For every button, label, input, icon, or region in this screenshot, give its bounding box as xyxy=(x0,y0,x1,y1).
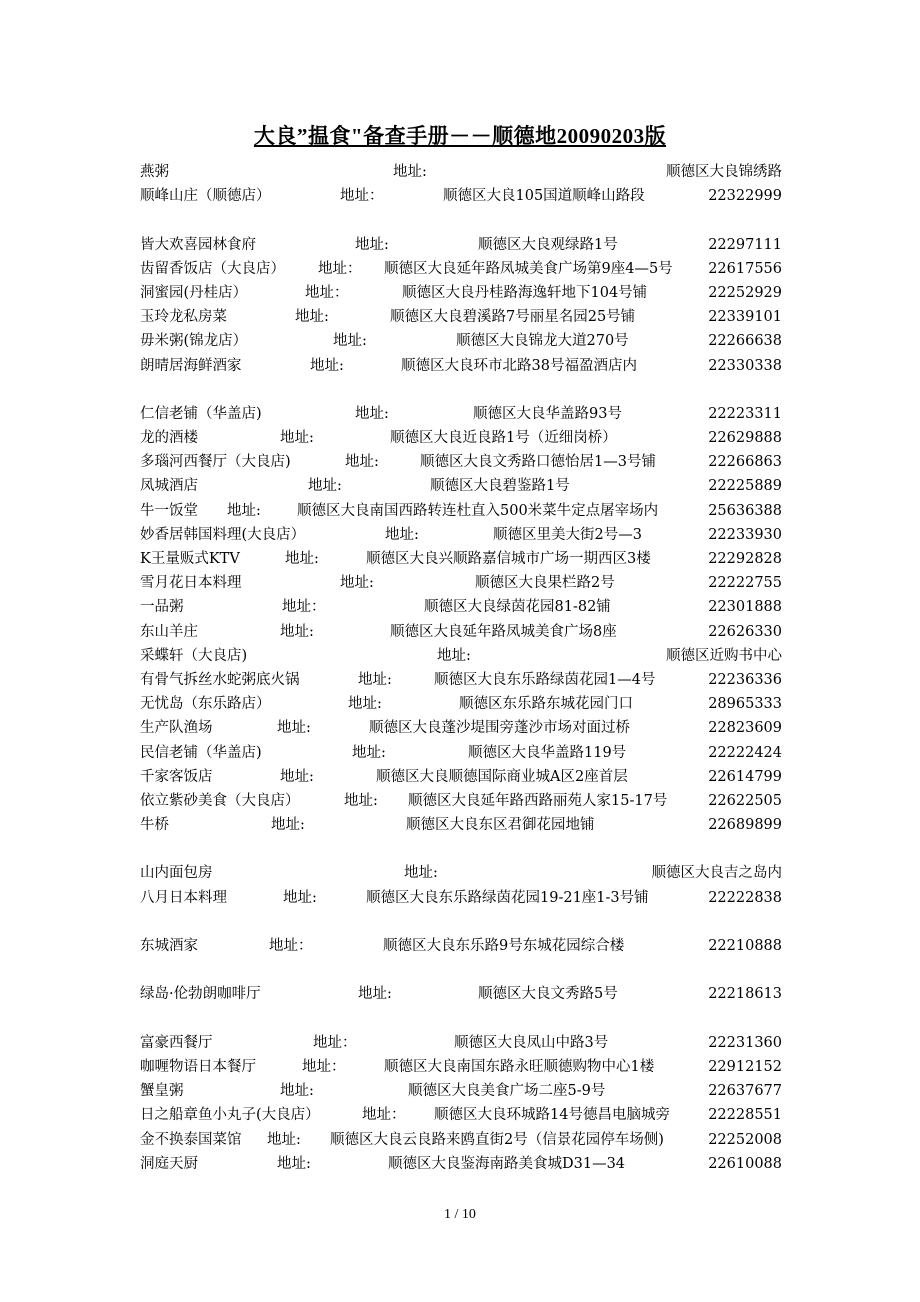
restaurant-address: 顺德区大良美食广场二座5-9号 xyxy=(408,1083,606,1100)
restaurant-address: 顺德区大良蓬沙堤围旁蓬沙市场对面过桥 xyxy=(369,720,630,737)
restaurant-phone: 22689899 xyxy=(708,817,782,834)
restaurant-phone: 22210888 xyxy=(708,938,782,954)
restaurant-address: 顺德区大良东乐路绿茵花园1—4号 xyxy=(434,671,656,688)
address-label: 地址： xyxy=(313,1034,357,1051)
list-item xyxy=(140,692,782,716)
list-item xyxy=(140,1128,782,1152)
address-label: 地址: xyxy=(277,720,311,737)
document-title: 大良”揾食"备查手册－－顺德地20090203版 xyxy=(253,124,667,148)
restaurant-address: 顺德区大良锦绣路 xyxy=(666,164,782,180)
restaurant-name: 顺峰山庄（顺德店） xyxy=(140,188,271,205)
address-label: 地址: xyxy=(283,889,317,906)
restaurant-name: 玉玲龙私房菜 xyxy=(140,309,227,326)
blank-row xyxy=(140,378,782,402)
restaurant-name: 依立紫砂美食（大良店） xyxy=(140,792,300,809)
address-label: 地址: xyxy=(280,768,314,785)
address-label: 地址: xyxy=(271,817,305,834)
restaurant-address: 顺德区大良观绿路1号 xyxy=(478,236,618,253)
restaurant-name: 洞庭天厨 xyxy=(140,1155,198,1172)
restaurant-address: 顺德区大良南国东路永旺顺德购物中心1楼 xyxy=(384,1058,655,1075)
address-label: 地址： xyxy=(340,188,384,205)
list-item xyxy=(140,571,782,595)
list-item xyxy=(140,716,782,740)
restaurant-phone: 22292828 xyxy=(708,551,782,567)
list-item xyxy=(140,789,782,813)
list-item xyxy=(140,184,782,208)
restaurant-phone: 22301888 xyxy=(708,599,782,616)
restaurant-name: 金不换泰国菜馆 xyxy=(140,1131,242,1148)
restaurant-address: 顺德区里美大街2号—3 xyxy=(493,526,642,543)
list-item xyxy=(140,257,782,281)
restaurant-name: 龙的酒楼 xyxy=(140,430,198,447)
address-label: 地址: xyxy=(348,696,382,713)
restaurant-name: 洞蜜园(丹桂店） xyxy=(140,284,248,301)
restaurant-address: 顺德区大良文秀路口德怡居1—3号铺 xyxy=(420,454,656,471)
restaurant-name: 生产队渔场 xyxy=(140,720,213,737)
restaurant-phone: 22297111 xyxy=(708,236,782,253)
address-label: 地址: xyxy=(340,575,374,592)
restaurant-phone: 22252929 xyxy=(708,284,782,301)
restaurant-name: 仁信老铺（华盖店) xyxy=(140,405,262,422)
address-label: 地址: xyxy=(345,454,379,471)
list-item xyxy=(140,1103,782,1127)
restaurant-phone: 22823609 xyxy=(708,720,782,737)
address-label: 地址： xyxy=(269,938,313,954)
restaurant-phone: 22222424 xyxy=(708,744,782,761)
restaurant-address: 顺德区大良顺德国际商业城A区2座首层 xyxy=(376,768,628,785)
list-item xyxy=(140,305,782,329)
address-label: 地址: xyxy=(404,865,438,882)
restaurant-phone: 22233930 xyxy=(708,526,782,543)
restaurant-address: 顺德区大良文秀路5号 xyxy=(478,986,618,1003)
restaurant-address: 顺德区大良碧鉴路1号 xyxy=(430,478,570,495)
restaurant-address: 顺德区大良东区君御花园地铺 xyxy=(406,817,595,834)
restaurant-phone: 25636388 xyxy=(708,502,782,519)
restaurant-phone: 22322999 xyxy=(708,188,782,205)
restaurant-address: 顺德区大良环市北路38号福盈酒店内 xyxy=(401,357,637,374)
restaurant-name: 蟹皇粥 xyxy=(140,1083,184,1100)
restaurant-name: 日之船章鱼小丸子(大良店） xyxy=(140,1107,320,1124)
address-label: 地址: xyxy=(280,1083,314,1100)
restaurant-address: 顺德区大良果栏路2号 xyxy=(475,575,615,592)
restaurant-phone: 22637677 xyxy=(708,1083,782,1100)
restaurant-phone: 22222838 xyxy=(708,889,782,906)
restaurant-address: 顺德区大良凤山中路3号 xyxy=(454,1034,609,1051)
restaurant-name: 有骨气拆丝水蛇粥底火锅 xyxy=(140,671,300,688)
address-label: 地址： xyxy=(302,1058,346,1075)
restaurant-address: 顺德区大良华盖路93号 xyxy=(473,405,622,422)
list-item xyxy=(140,499,782,523)
restaurant-phone: 22266863 xyxy=(708,454,782,471)
restaurant-phone: 28965333 xyxy=(708,696,782,713)
restaurant-address: 顺德区大良绿茵花园81-82铺 xyxy=(424,599,611,616)
list-item xyxy=(140,281,782,305)
list-item xyxy=(140,474,782,498)
restaurant-name: 八月日本料理 xyxy=(140,889,227,906)
restaurant-phone: 22912152 xyxy=(708,1058,782,1075)
blank-row xyxy=(140,1007,782,1031)
list-item xyxy=(140,886,782,910)
restaurant-name: 毋米粥(锦龙店） xyxy=(140,333,248,350)
restaurant-phone: 22231360 xyxy=(708,1034,782,1051)
restaurant-name: 妙香居韩国料理(大良店） xyxy=(140,526,306,543)
address-label: 地址: xyxy=(393,164,427,180)
address-label: 地址: xyxy=(227,502,261,519)
restaurant-phone: 22252008 xyxy=(708,1131,782,1148)
address-label: 地址: xyxy=(355,236,389,253)
restaurant-phone: 22339101 xyxy=(708,309,782,326)
address-label: 地址: xyxy=(355,405,389,422)
address-label: 地址: xyxy=(358,671,392,688)
list-item xyxy=(140,329,782,353)
list-item xyxy=(140,402,782,426)
restaurant-phone: 22617556 xyxy=(708,260,782,277)
restaurant-name: 绿岛·伦勃朗咖啡厅 xyxy=(140,986,261,1003)
page-number: 1 / 10 xyxy=(444,1207,476,1222)
blank-row xyxy=(140,208,782,232)
restaurant-name: 凤城酒店 xyxy=(140,478,198,495)
blank-row xyxy=(140,958,782,982)
list-item xyxy=(140,620,782,644)
address-label: 地址: xyxy=(295,309,329,326)
restaurant-phone: 22610088 xyxy=(708,1155,782,1172)
list-item xyxy=(140,765,782,789)
list-item xyxy=(140,523,782,547)
restaurant-phone: 22622505 xyxy=(708,792,782,809)
address-label: 地址: xyxy=(280,430,314,447)
address-label: 地址: xyxy=(437,647,471,664)
restaurant-phone: 22218613 xyxy=(708,986,782,1003)
restaurant-phone: 22626330 xyxy=(708,623,782,640)
address-label: 地址： xyxy=(318,260,362,277)
restaurant-name: 一品粥 xyxy=(140,599,184,616)
restaurant-address: 顺德区大良吉之岛内 xyxy=(651,865,782,882)
restaurant-name: 千家客饭店 xyxy=(140,768,213,785)
restaurant-name: 咖喱物语日本餐厅 xyxy=(140,1058,256,1075)
address-label: 地址: xyxy=(285,551,319,567)
restaurant-address: 顺德区近购书中心 xyxy=(666,647,782,664)
restaurant-phone: 22266638 xyxy=(708,333,782,350)
list-item xyxy=(140,934,782,958)
restaurant-name: 民信老铺（华盖店) xyxy=(140,744,262,761)
address-label: 地址: xyxy=(358,986,392,1003)
restaurant-name: 牛一饭堂 xyxy=(140,502,198,519)
list-item xyxy=(140,741,782,765)
restaurant-address: 顺德区大良云良路来鸥直街2号（信景花园停车场侧) xyxy=(330,1131,664,1148)
blank-row xyxy=(140,837,782,861)
address-label: 地址: xyxy=(385,526,419,543)
restaurant-name: 无忧岛（东乐路店） xyxy=(140,696,271,713)
restaurant-phone: 22629888 xyxy=(708,430,782,447)
list-item xyxy=(140,233,782,257)
address-label: 地址: xyxy=(352,744,386,761)
restaurant-name: 采蝶轩（大良店) xyxy=(140,647,248,664)
restaurant-address: 顺德区大良延年路凤城美食广场第9座4—5号 xyxy=(384,260,673,277)
restaurant-phone: 22614799 xyxy=(708,768,782,785)
address-label: 地址: xyxy=(310,357,344,374)
restaurant-address: 顺德区大良华盖路119号 xyxy=(468,744,627,761)
restaurant-phone: 22223311 xyxy=(708,405,782,422)
restaurant-name: K王量贩式KTV xyxy=(140,551,240,567)
restaurant-address: 顺德区大良碧溪路7号丽星名园25号铺 xyxy=(390,309,636,326)
list-item xyxy=(140,1079,782,1103)
restaurant-address: 顺德区大良105国道顺峰山路段 xyxy=(443,188,645,205)
blank-row xyxy=(140,910,782,934)
address-label: 地址: xyxy=(308,478,342,495)
restaurant-name: 东城酒家 xyxy=(140,938,198,954)
restaurant-phone: 22236336 xyxy=(708,671,782,688)
address-label: 地址: xyxy=(280,623,314,640)
address-label: 地址: xyxy=(333,333,367,350)
list-item xyxy=(140,354,782,378)
restaurant-name: 牛桥 xyxy=(140,817,169,834)
restaurant-address: 顺德区大良南国西路转连杜直入500米菜牛定点屠宰场内 xyxy=(297,502,659,519)
restaurant-address: 顺德区大良锦龙大道270号 xyxy=(456,333,629,350)
restaurant-address: 顺德区大良丹桂路海逸轩地下104号铺 xyxy=(402,284,648,301)
restaurant-phone: 22228551 xyxy=(708,1107,782,1124)
address-label: 地址： xyxy=(282,599,326,616)
restaurant-name: 富豪西餐厅 xyxy=(140,1034,213,1051)
restaurant-name: 雪月花日本料理 xyxy=(140,575,242,592)
list-item xyxy=(140,668,782,692)
address-label: 地址: xyxy=(267,1131,301,1148)
list-item xyxy=(140,160,782,184)
address-label: 地址: xyxy=(277,1155,311,1172)
list-item xyxy=(140,1152,782,1176)
restaurant-address: 顺德区大良延年路西路丽苑人家15-17号 xyxy=(408,792,668,809)
restaurant-phone: 22225889 xyxy=(708,478,782,495)
restaurant-address: 顺德区大良兴顺路嘉信城市广场一期西区3楼 xyxy=(366,551,651,567)
restaurant-address: 顺德区大良近良路1号（近细岗桥） xyxy=(390,430,617,447)
address-label: 地址： xyxy=(305,284,349,301)
restaurant-name: 燕粥 xyxy=(140,164,169,180)
restaurant-address: 顺德区大良东乐路绿茵花园19-21座1-3号铺 xyxy=(366,889,649,906)
restaurant-name: 齿留香饭店（大良店） xyxy=(140,260,285,277)
list-item xyxy=(140,644,782,668)
address-label: 地址: xyxy=(344,792,378,809)
restaurant-name: 东山羊庄 xyxy=(140,623,198,640)
list-item xyxy=(140,547,782,571)
restaurant-address: 顺德区东乐路东城花园门口 xyxy=(459,696,633,713)
list-item xyxy=(140,426,782,450)
list-item xyxy=(140,813,782,837)
list-item xyxy=(140,982,782,1006)
restaurant-name: 皆大欢喜园林食府 xyxy=(140,236,256,253)
restaurant-name: 朗晴居海鲜酒家 xyxy=(140,357,242,374)
address-label: 地址： xyxy=(362,1107,406,1124)
list-item xyxy=(140,595,782,619)
list-item xyxy=(140,1031,782,1055)
restaurant-address: 顺德区大良延年路凤城美食广场8座 xyxy=(390,623,617,640)
restaurant-phone: 22330338 xyxy=(708,357,782,374)
list-item xyxy=(140,450,782,474)
restaurant-list xyxy=(140,160,782,1176)
restaurant-address: 顺德区大良环城路14号德昌电脑城旁 xyxy=(434,1107,670,1124)
restaurant-name: 山内面包房 xyxy=(140,865,213,882)
restaurant-address: 顺德区大良东乐路9号东城花园综合楼 xyxy=(383,938,625,954)
list-item xyxy=(140,1055,782,1079)
list-item xyxy=(140,861,782,885)
restaurant-name: 多瑙河西餐厅（大良店) xyxy=(140,454,291,471)
restaurant-address: 顺德区大良鉴海南路美食城D31—34 xyxy=(388,1155,626,1172)
restaurant-phone: 22222755 xyxy=(708,575,782,592)
